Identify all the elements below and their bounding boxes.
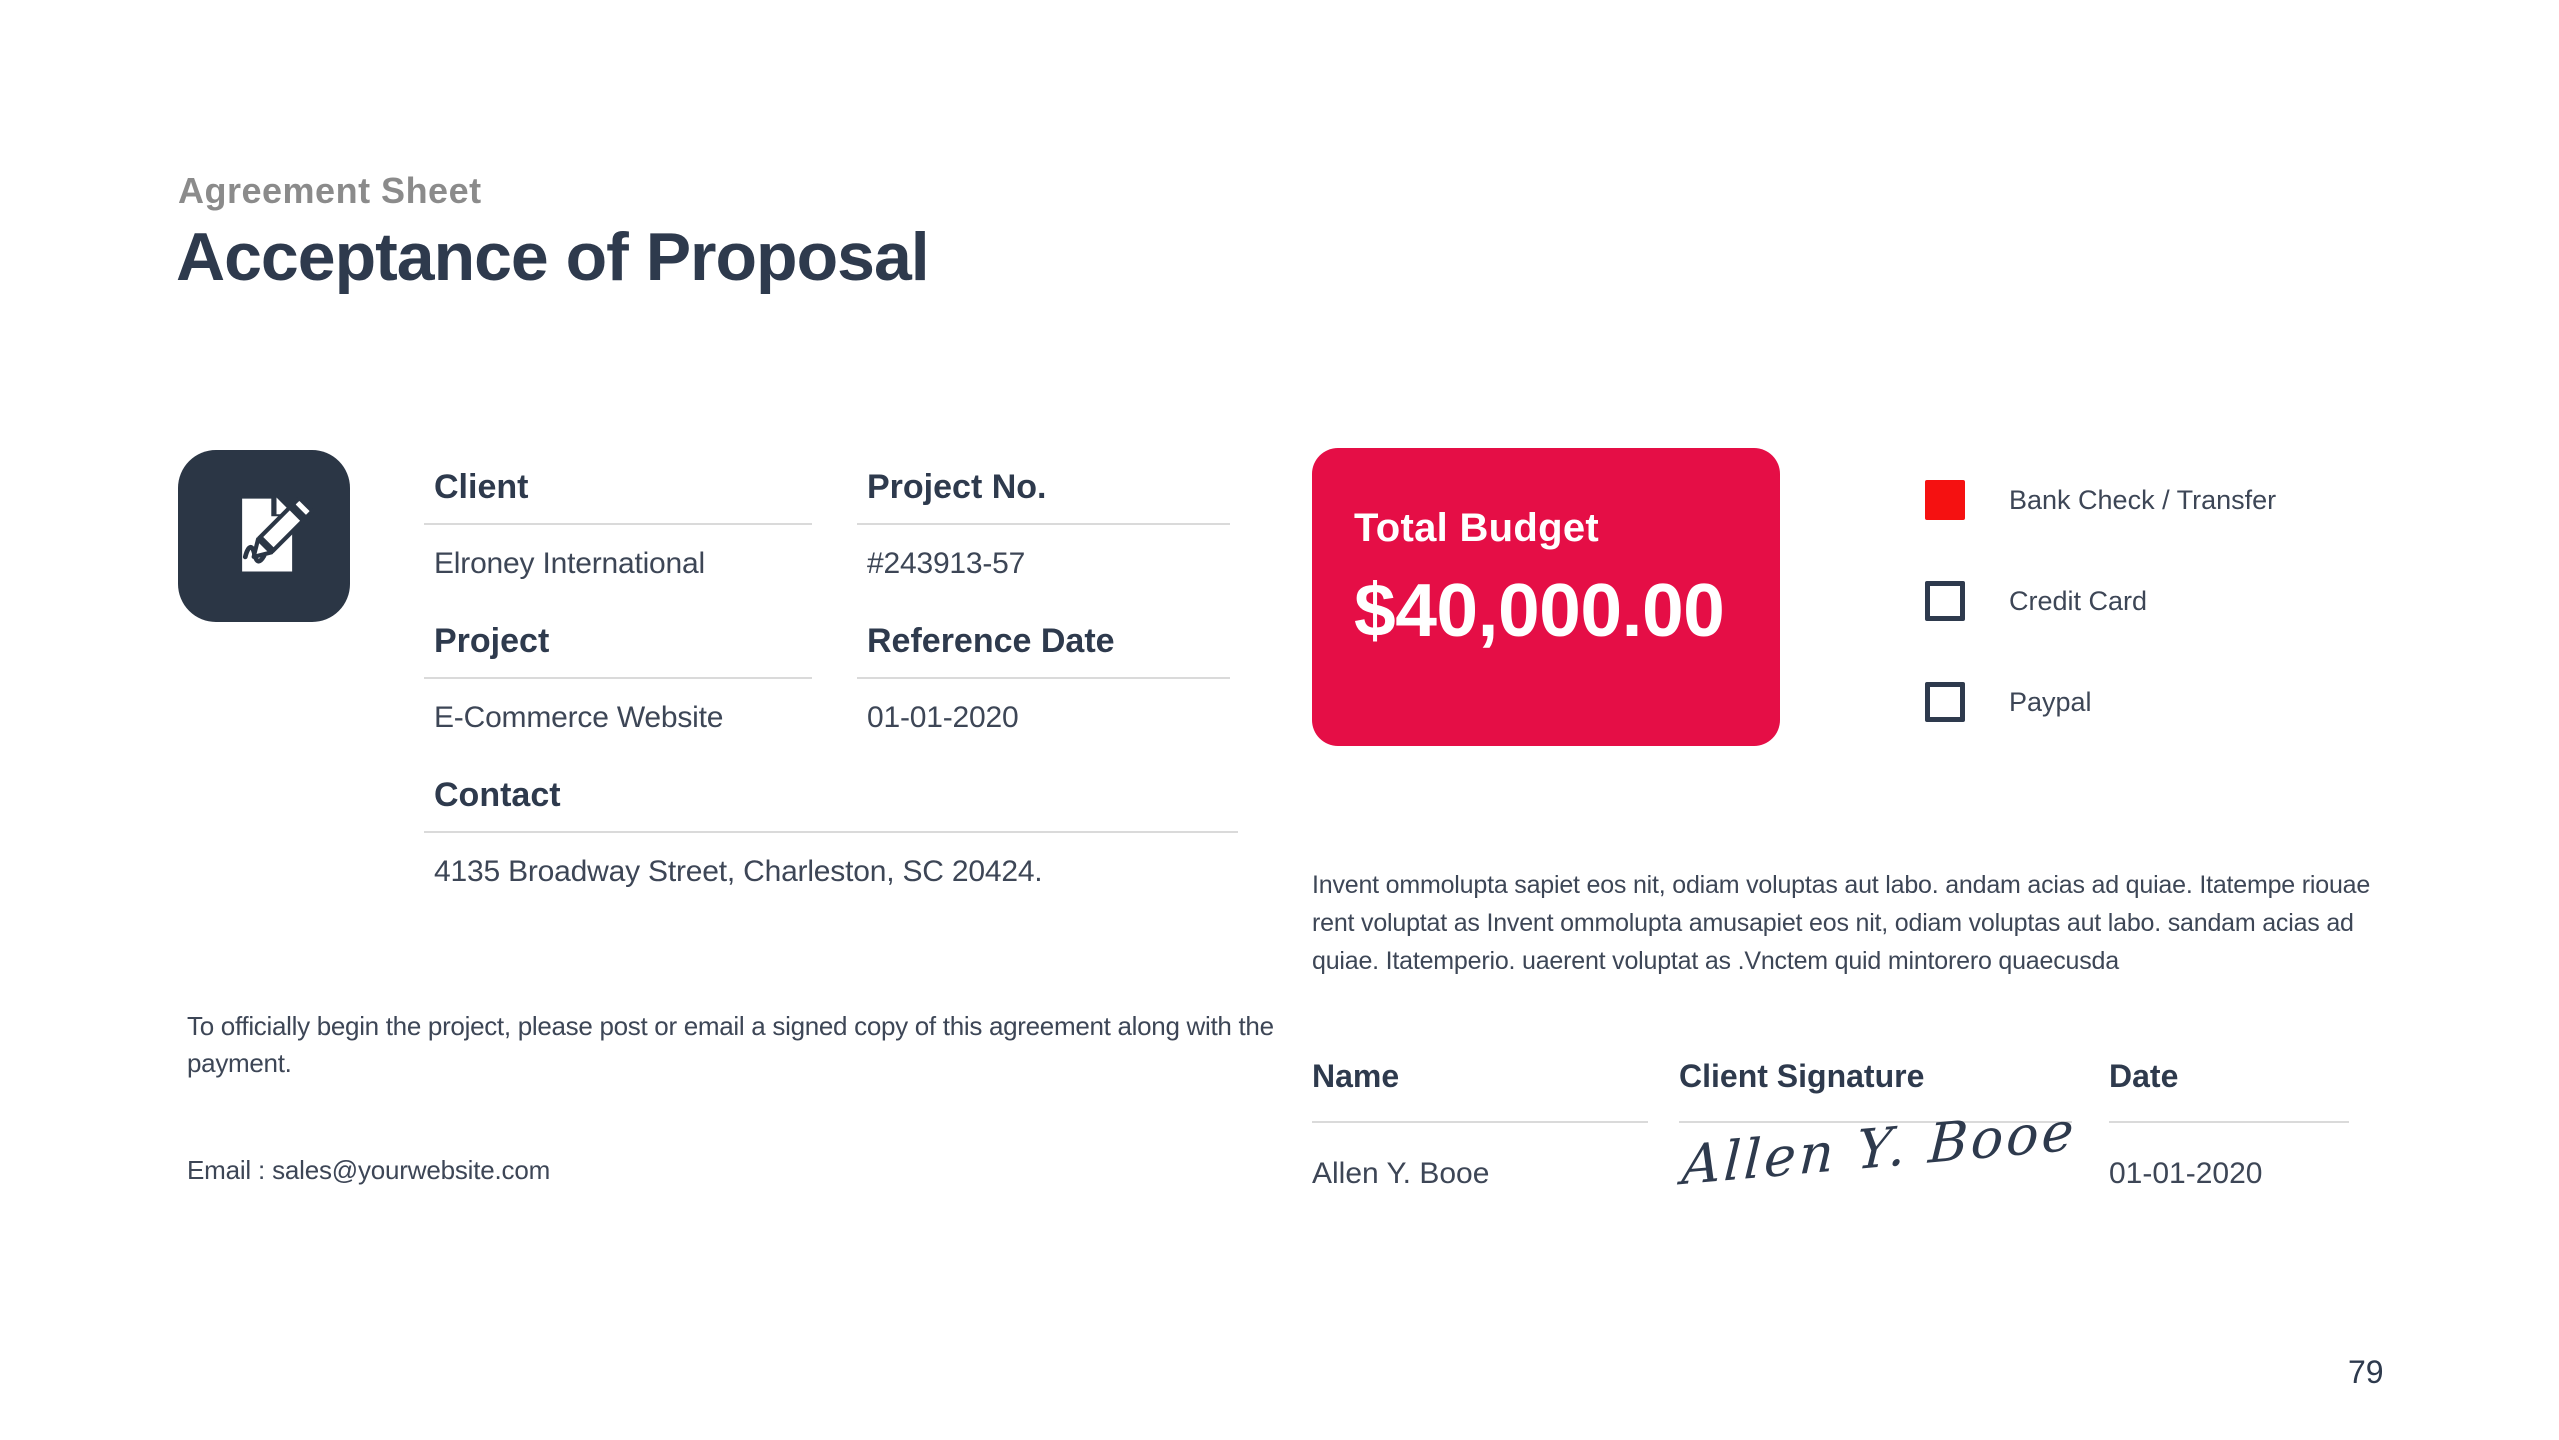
paypal-checkbox[interactable] [1925, 682, 1965, 722]
client-field [424, 468, 812, 581]
project-no-label: Project No. [867, 468, 1047, 506]
bank-check-checkbox-checked[interactable] [1925, 480, 1965, 520]
eyebrow-title: Agreement Sheet [178, 170, 482, 211]
payment-methods-list [1925, 480, 2276, 783]
name-label: Name [1312, 1058, 1400, 1094]
project-no-field [857, 468, 1230, 581]
agreement-note: To officially begin the project, please post or email a signed copy of this agreement along with the payment. [187, 1011, 1274, 1078]
client-signature-script: Allen Y. Booe [1680, 1099, 2079, 1198]
client-value: Elroney International [434, 547, 705, 580]
page-title: Acceptance of Proposal [176, 219, 929, 295]
total-budget-card [1312, 448, 1780, 746]
client-label: Client [434, 468, 529, 506]
contact-email: Email : sales@yourwebsite.com [187, 1155, 551, 1185]
divider [424, 677, 812, 679]
date-label: Date [2109, 1058, 2179, 1094]
contact-field [424, 776, 1238, 889]
reference-date-field [857, 622, 1230, 735]
divider [857, 677, 1230, 679]
bank-check-label: Bank Check / Transfer [2009, 484, 2277, 515]
credit-card-label: Credit Card [2009, 585, 2148, 616]
reference-date-value: 01-01-2020 [867, 701, 1019, 734]
project-no-value: #243913-57 [867, 547, 1026, 580]
total-budget-amount: $40,000.00 [1354, 568, 1725, 652]
reference-date-label: Reference Date [867, 622, 1115, 660]
payment-row-paypal [1925, 682, 2276, 722]
payment-row-bank-check [1925, 480, 2276, 520]
contact-value: 4135 Broadway Street, Charleston, SC 20424. [434, 855, 1043, 888]
project-value: E-Commerce Website [434, 701, 724, 734]
divider [424, 523, 812, 525]
signature-document-tile [178, 450, 350, 622]
project-field [424, 622, 812, 735]
terms-paragraph: Invent ommolupta sapiet eos nit, odiam voluptas aut labo. andam acias ad quiae. Itatempe riouae rent voluptat as Invent ommolupta amusapiet eos nit, odiam voluptas aut labo. sandam acias ad quiae. Itatemperio. uaerent voluptat as .Vnctem quid mintorero quaecusda [1312, 871, 2371, 975]
divider [424, 831, 1238, 833]
project-label: Project [434, 622, 550, 660]
signature-name-field [1312, 1058, 1648, 1191]
client-signature-label: Client Signature [1679, 1058, 1925, 1094]
page-number: 79 [2348, 1354, 2384, 1390]
total-budget-label: Total Budget [1354, 506, 1600, 550]
paypal-label: Paypal [2009, 686, 2092, 717]
signature-date-field [2109, 1058, 2349, 1191]
divider [2109, 1121, 2349, 1123]
credit-card-checkbox[interactable] [1925, 581, 1965, 621]
date-value: 01-01-2020 [2109, 1157, 2263, 1190]
contact-label: Contact [434, 776, 561, 814]
divider [1312, 1121, 1648, 1123]
payment-row-credit-card [1925, 581, 2276, 621]
divider [857, 523, 1230, 525]
document-pencil-icon [214, 484, 314, 589]
name-value: Allen Y. Booe [1312, 1157, 1490, 1190]
